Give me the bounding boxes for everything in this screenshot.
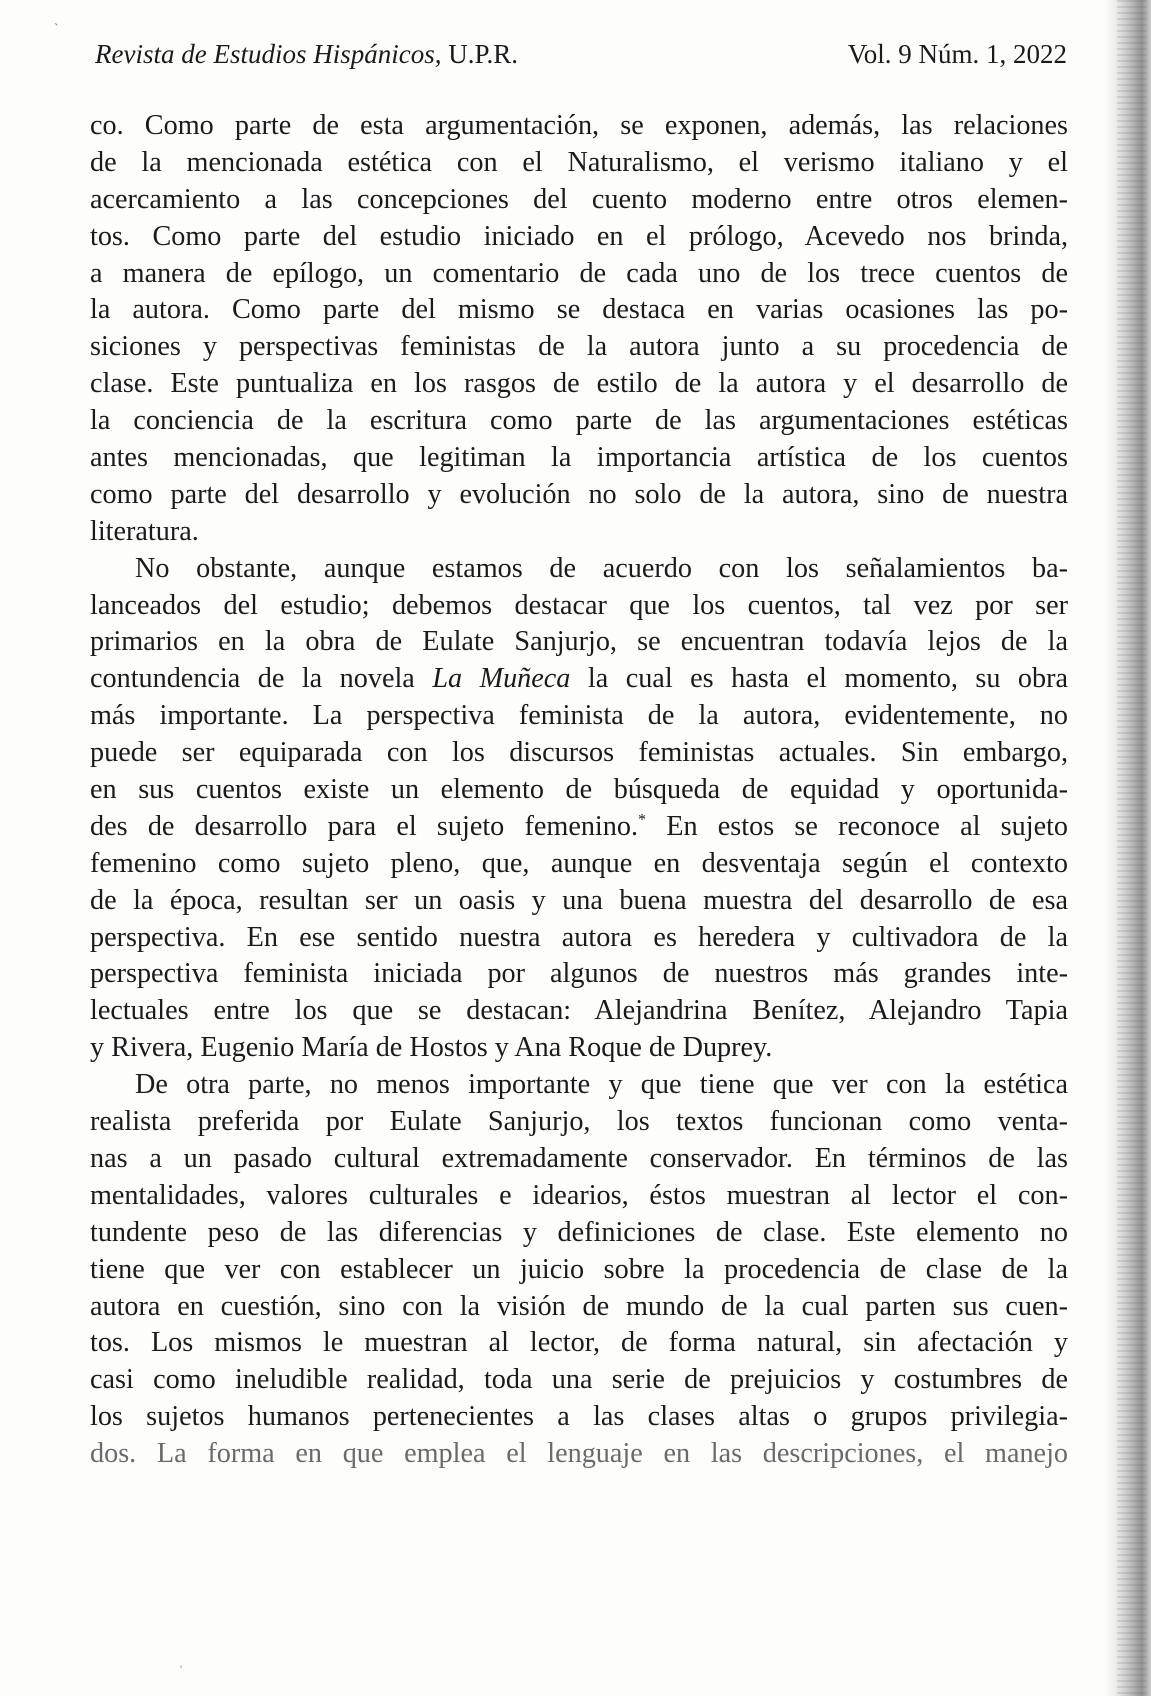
text-line: lanceados del estudio; debemos destacar que los cuentos, tal vez por ser [90, 589, 1068, 621]
text-line: la conciencia de la escritura como parte de las argumentaciones estéticas [90, 405, 1068, 437]
text-line: tos. Como parte del estudio iniciado en el prólogo, Acevedo nos brinda, [90, 220, 1068, 252]
text-line: co. Como parte de esta argumentación, se exponen, además, las relaciones [90, 110, 1068, 141]
article-body [90, 108, 1068, 1473]
text-line: y Rivera, Eugenio María de Hostos y Ana Roque de Duprey. [90, 1032, 773, 1064]
scan-artifact-mark: ` [54, 22, 59, 37]
text-line: acercamiento a las concepciones del cuento moderno entre otros elemen- [90, 183, 1068, 215]
paragraph-1 [90, 108, 1068, 551]
text-line: clase. Este puntualiza en los rasgos de estilo de la autora y el desarrollo de [90, 368, 1068, 400]
paragraph-2 [90, 551, 1068, 1067]
novel-title: La Muñeca [432, 663, 571, 695]
text-line: autora en cuestión, sino con la visión de mundo de la cual parten sus cuen- [90, 1290, 1068, 1322]
text-line: los sujetos humanos pertenecientes a las clases altas o grupos privilegia- [90, 1401, 1068, 1433]
text-line: dos. La forma en que emplea el lenguaje en las descripciones, el manejo [90, 1438, 1068, 1470]
journal-citation [95, 34, 518, 74]
text-line: No obstante, aunque estamos de acuerdo con los señalamientos ba- [135, 552, 1068, 584]
text-line: siciones y perspectivas feministas de la autora junto a su procedencia de [90, 331, 1068, 363]
scan-artifact-dot: ' [180, 1662, 183, 1676]
volume-issue: Vol. 9 Núm. 1, 2022 [847, 39, 1067, 69]
text-line: más importante. La perspectiva feminista de la autora, evidentemente, no [90, 700, 1068, 732]
text-line: perspectiva feminista iniciada por algunos de nuestros más grandes inte- [90, 958, 1068, 990]
text-line: en sus cuentos existe un elemento de búsqueda de equidad y oportunida- [90, 774, 1068, 806]
text-line: casi como ineludible realidad, toda una serie de prejuicios y costumbres de [90, 1364, 1068, 1396]
journal-title: Revista de Estudios Hispánicos, [95, 39, 442, 69]
footnote-marker[interactable]: * [638, 811, 646, 829]
text-line: femenino como sujeto pleno, que, aunque en desventaja según el contexto [90, 847, 1068, 879]
text-fragment: la cual es hasta el momento, su obra [587, 663, 1069, 695]
text-line: primarios en la obra de Eulate Sanjurjo, se encuentran todavía lejos de la [90, 626, 1068, 658]
running-header [95, 34, 1067, 74]
text-line-with-title [90, 661, 1068, 698]
text-fragment: des de desarrollo para el sujeto femenino. [90, 810, 638, 842]
text-line: de la época, resultan ser un oasis y una buena muestra del desarrollo de esa [90, 884, 1068, 916]
text-line: tiene que ver con establecer un juicio sobre la procedencia de clase de la [90, 1253, 1068, 1285]
paragraph-3 [90, 1067, 1068, 1473]
text-line: lectuales entre los que se destacan: Alejandrina Benítez, Alejandro Tapia [90, 995, 1068, 1027]
text-line: puede ser equiparada con los discursos feministas actuales. Sin embargo, [90, 737, 1068, 769]
text-line: tundente peso de las diferencias y definiciones de clase. Este elemento no [90, 1216, 1068, 1248]
text-line: mentalidades, valores culturales e idearios, éstos muestran al lector el con- [90, 1179, 1068, 1211]
text-line: perspectiva. En ese sentido nuestra autora es heredera y cultivadora de la [90, 921, 1068, 953]
journal-affiliation: U.P.R. [448, 39, 518, 69]
text-fragment: contundencia de la novela [90, 663, 415, 695]
text-line: nas a un pasado cultural extremadamente conservador. En términos de las [90, 1142, 1068, 1174]
text-line: tos. Los mismos le muestran al lector, de forma natural, sin afectación y [90, 1327, 1068, 1359]
binding-edge-texture [1117, 0, 1147, 1696]
text-line: a manera de epílogo, un comentario de cada uno de los trece cuentos de [90, 257, 1068, 289]
text-line: literatura. [90, 515, 199, 547]
text-line: De otra parte, no menos importante y que tiene que ver con la estética [135, 1069, 1068, 1101]
text-line-with-footnote [90, 809, 1068, 846]
text-line: de la mencionada estética con el Naturalismo, el verismo italiano y el [90, 146, 1068, 178]
text-line: como parte del desarrollo y evolución no solo de la autora, sino de nuestra [90, 478, 1068, 510]
text-fragment: En estos se reconoce al sujeto [666, 810, 1068, 842]
text-line: realista preferida por Eulate Sanjurjo, los textos funcionan como venta- [90, 1106, 1068, 1138]
text-line: antes mencionadas, que legitiman la importancia artística de los cuentos [90, 442, 1068, 474]
text-line: la autora. Como parte del mismo se destaca en varias ocasiones las po- [90, 294, 1068, 326]
